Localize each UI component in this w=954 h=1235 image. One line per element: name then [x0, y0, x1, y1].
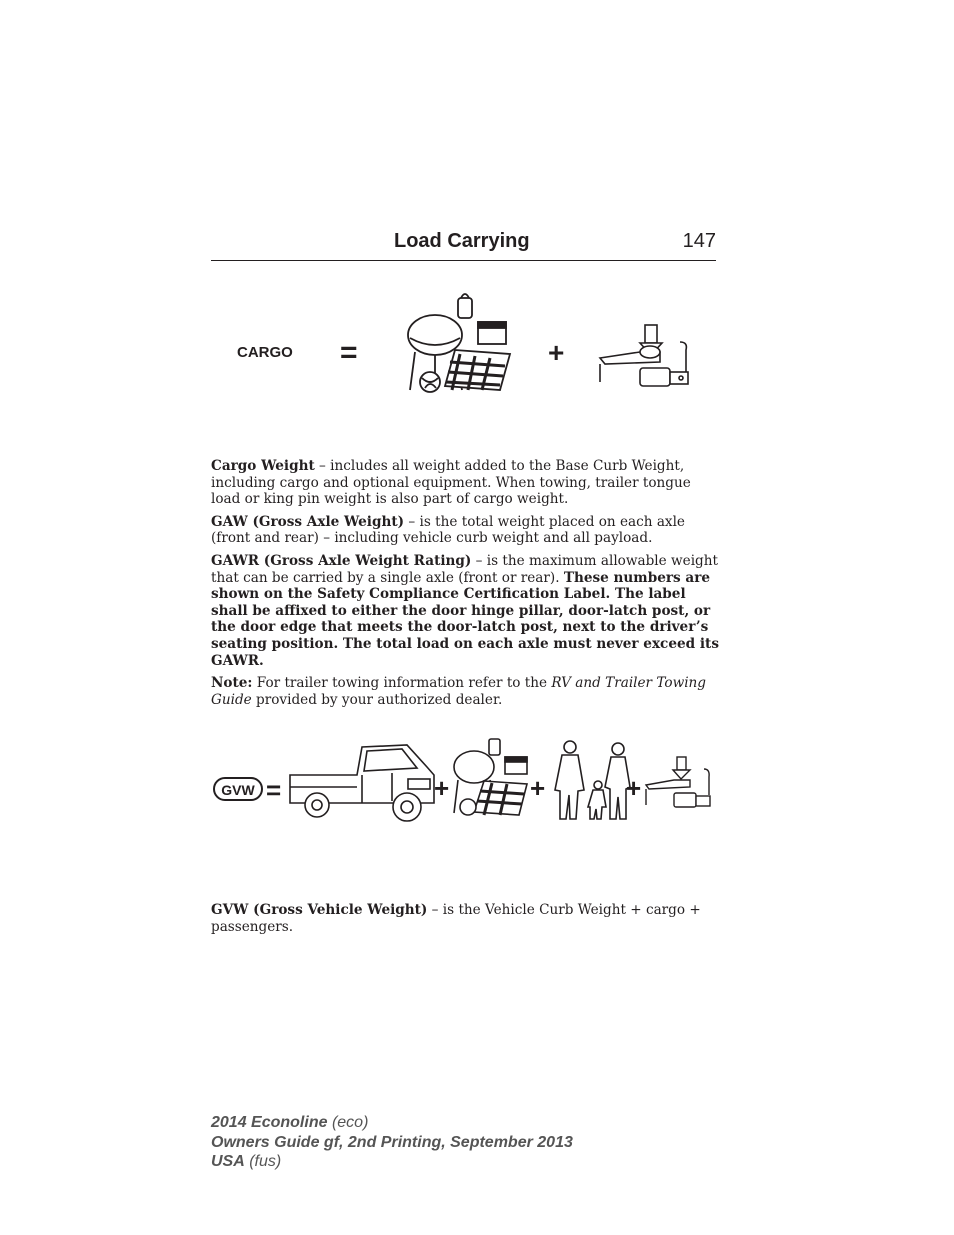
cargo-weight-term: Cargo Weight [211, 458, 315, 474]
footer-model-code: (eco) [327, 1114, 369, 1131]
plus-sign: + [548, 337, 565, 368]
gawr-warning: These numbers are shown on the Safety Compliance Certification Label. The label shall be affixed to either the door hinge pillar, door-latch post, or the door edge that meets the door-latch post, next to the driver’s seating position. The total load on each axle must never exceed its GAWR. [211, 569, 719, 669]
gvw-paragraph [211, 902, 719, 935]
gvw-text: – is the Vehicle Curb Weight + cargo + passengers. [211, 902, 701, 935]
gawr-term: GAWR (Gross Axle Weight Rating) [211, 552, 472, 569]
towing-guide-title: RV and Trailer Towing Guide [211, 675, 707, 708]
gvw-figure [212, 735, 717, 827]
footer-market: USA [211, 1153, 245, 1170]
page-number: 147 [682, 230, 716, 252]
cargo-items-icon [454, 739, 527, 815]
trailer-hitch-icon [600, 325, 688, 386]
note-text-before: For trailer towing information refer to the [252, 675, 552, 692]
cargo-weight-paragraph [211, 458, 719, 508]
equals-sign: = [266, 775, 282, 805]
gawr-paragraph [211, 553, 719, 669]
cargo-items-icon [408, 294, 510, 392]
gvw-term: GVW (Gross Vehicle Weight) [211, 902, 428, 918]
equals-sign: = [340, 336, 358, 369]
gaw-paragraph [211, 514, 719, 547]
footer-line-2 [211, 1133, 573, 1153]
plus-sign: + [434, 773, 450, 803]
trailer-hitch-icon [646, 757, 710, 807]
note-text-after: provided by your authorized dealer. [251, 691, 503, 708]
footer-printing: Owners Guide gf, 2nd Printing, September 2013 [211, 1133, 573, 1151]
passengers-icon [555, 741, 630, 819]
footer-line-1 [211, 1113, 573, 1133]
gvw-definition-block [211, 902, 719, 941]
page-footer [211, 1113, 573, 1172]
section-title: Load Carrying [394, 230, 530, 252]
pickup-truck-icon [290, 745, 434, 821]
footer-line-3 [211, 1152, 573, 1172]
cargo-illustration [230, 290, 700, 405]
gvw-illustration [212, 735, 717, 827]
plus-sign: + [626, 773, 642, 803]
cargo-weight-text: – includes all weight added to the Base Curb Weight, including cargo and optional equipment. When towing, trailer tongue load or king pin weight is also part of cargo weight. [211, 458, 691, 508]
gvw-label: GVW [221, 782, 255, 798]
gawr-text: – is the maximum allowable weight that can be carried by a single axle (front or rear). [211, 552, 718, 586]
note-paragraph [211, 675, 719, 708]
cargo-figure [230, 290, 700, 405]
cargo-label: CARGO [237, 344, 293, 361]
plus-sign: + [530, 773, 546, 803]
footer-model: 2014 Econoline [211, 1114, 328, 1131]
definitions-block [211, 458, 719, 714]
gaw-text: – is the total weight placed on each axle (front and rear) – including vehicle curb weight and all payload. [211, 513, 685, 547]
note-term: Note: [211, 675, 253, 692]
gaw-term: GAW (Gross Axle Weight) [211, 513, 405, 530]
footer-market-code: (fus) [244, 1153, 282, 1170]
page-header [211, 229, 716, 261]
